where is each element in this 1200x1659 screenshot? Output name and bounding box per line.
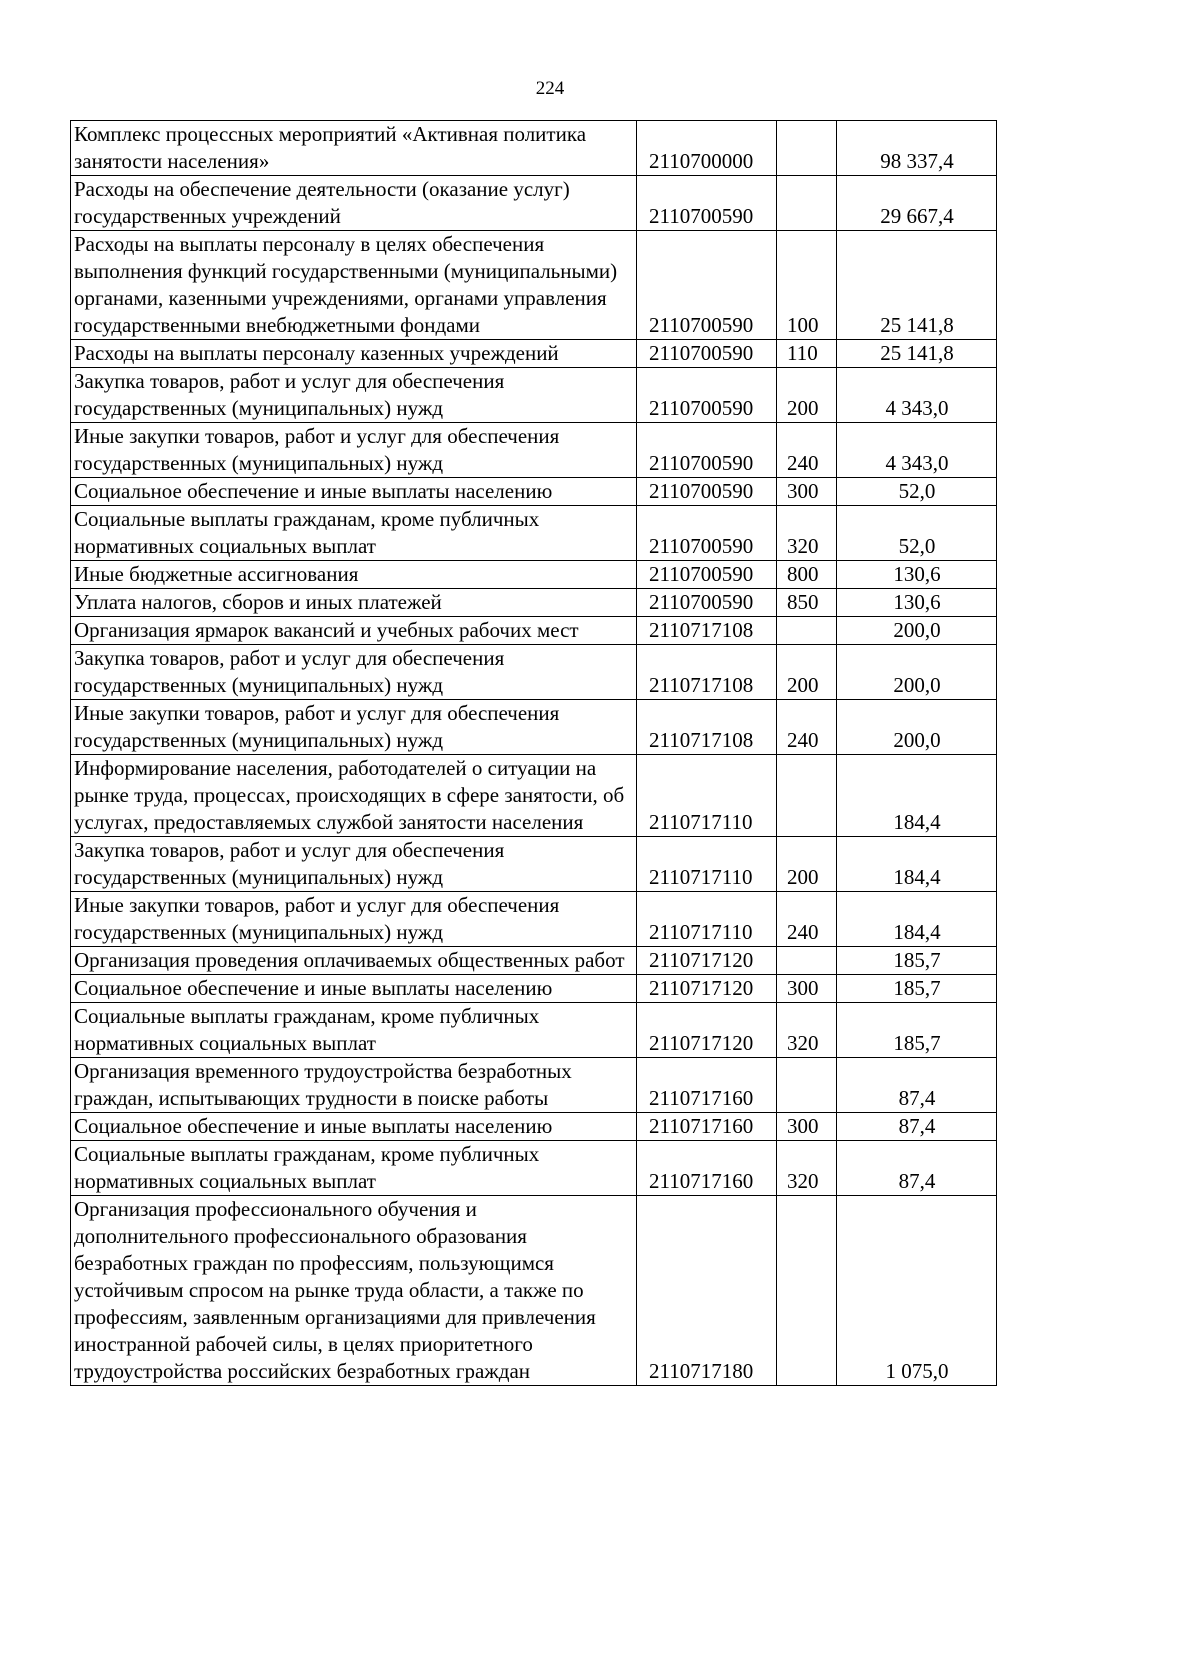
row-name-cell: Иные закупки товаров, работ и услуг для обеспечения государственных (муниципальных) нужд: [71, 892, 637, 947]
row-expense-type-cell: [777, 755, 837, 837]
row-expense-type-cell: [777, 176, 837, 231]
row-name-cell: Социальное обеспечение и иные выплаты населению: [71, 1113, 637, 1141]
row-amount-cell: 4 343,0: [837, 423, 997, 478]
table-row: [71, 231, 997, 340]
row-expense-type-cell: 850: [777, 589, 837, 617]
row-name-cell: Организация временного трудоустройства безработных граждан, испытывающих трудности в поиске работы: [71, 1058, 637, 1113]
row-name-cell: Расходы на выплаты персоналу казенных учреждений: [71, 340, 637, 368]
table-row: [71, 617, 997, 645]
row-amount-cell: 184,4: [837, 837, 997, 892]
row-name-cell: Информирование населения, работодателей о ситуации на рынке труда, процессах, происходящих в сфере занятости, об услугах, предоставляемых службой занятости населения: [71, 755, 637, 837]
table-row: [71, 340, 997, 368]
row-amount-cell: 185,7: [837, 975, 997, 1003]
row-code-cell: 2110700590: [637, 176, 777, 231]
row-name-cell: Иные бюджетные ассигнования: [71, 561, 637, 589]
row-expense-type-cell: 240: [777, 423, 837, 478]
row-name-cell: Закупка товаров, работ и услуг для обеспечения государственных (муниципальных) нужд: [71, 368, 637, 423]
row-expense-type-cell: 320: [777, 506, 837, 561]
row-expense-type-cell: [777, 1058, 837, 1113]
row-code-cell: 2110717120: [637, 1003, 777, 1058]
row-code-cell: 2110717110: [637, 755, 777, 837]
table-row: [71, 176, 997, 231]
row-amount-cell: 87,4: [837, 1141, 997, 1196]
row-name-cell: Закупка товаров, работ и услуг для обеспечения государственных (муниципальных) нужд: [71, 837, 637, 892]
row-code-cell: 2110717108: [637, 700, 777, 755]
row-name-cell: Закупка товаров, работ и услуг для обеспечения государственных (муниципальных) нужд: [71, 645, 637, 700]
row-amount-cell: 98 337,4: [837, 121, 997, 176]
row-code-cell: 2110700590: [637, 231, 777, 340]
row-name-cell: Организация профессионального обучения и дополнительного профессионального образования безработных граждан по профессиям, пользующимся устойчивым спросом на рынке труда области, а также по профессиям, заявленным организациями для привлечения иностранной рабочей силы, в целях приоритетного трудоустройства российских безработных граждан: [71, 1196, 637, 1386]
row-code-cell: 2110717160: [637, 1058, 777, 1113]
row-expense-type-cell: 320: [777, 1141, 837, 1196]
row-code-cell: 2110717108: [637, 645, 777, 700]
row-expense-type-cell: [777, 617, 837, 645]
table-row: [71, 1141, 997, 1196]
row-expense-type-cell: [777, 947, 837, 975]
row-expense-type-cell: 100: [777, 231, 837, 340]
row-code-cell: 2110700590: [637, 368, 777, 423]
row-amount-cell: 1 075,0: [837, 1196, 997, 1386]
table-row: [71, 755, 997, 837]
row-amount-cell: 87,4: [837, 1113, 997, 1141]
row-expense-type-cell: 300: [777, 975, 837, 1003]
row-expense-type-cell: 240: [777, 892, 837, 947]
row-amount-cell: 184,4: [837, 892, 997, 947]
table-row: [71, 1113, 997, 1141]
table-row: [71, 561, 997, 589]
row-code-cell: 2110717160: [637, 1141, 777, 1196]
table-body: [71, 121, 997, 1386]
row-amount-cell: 200,0: [837, 700, 997, 755]
table-row: [71, 700, 997, 755]
row-name-cell: Социальное обеспечение и иные выплаты населению: [71, 478, 637, 506]
row-expense-type-cell: [777, 1196, 837, 1386]
row-name-cell: Организация ярмарок вакансий и учебных рабочих мест: [71, 617, 637, 645]
row-code-cell: 2110717108: [637, 617, 777, 645]
row-expense-type-cell: 200: [777, 645, 837, 700]
row-expense-type-cell: 200: [777, 368, 837, 423]
table-row: [71, 368, 997, 423]
row-amount-cell: 52,0: [837, 478, 997, 506]
row-code-cell: 2110717120: [637, 975, 777, 1003]
row-code-cell: 2110717120: [637, 947, 777, 975]
budget-table: [70, 120, 997, 1386]
table-row: [71, 478, 997, 506]
page-number: 224: [535, 78, 565, 99]
row-amount-cell: 130,6: [837, 589, 997, 617]
row-name-cell: Иные закупки товаров, работ и услуг для обеспечения государственных (муниципальных) нужд: [71, 423, 637, 478]
row-code-cell: 2110717110: [637, 837, 777, 892]
row-code-cell: 2110717110: [637, 892, 777, 947]
table-row: [71, 121, 997, 176]
row-amount-cell: 130,6: [837, 561, 997, 589]
table-row: [71, 506, 997, 561]
row-name-cell: Комплекс процессных мероприятий «Активная политика занятости населения»: [71, 121, 637, 176]
row-amount-cell: 87,4: [837, 1058, 997, 1113]
row-amount-cell: 184,4: [837, 755, 997, 837]
row-name-cell: Социальные выплаты гражданам, кроме публичных нормативных социальных выплат: [71, 1141, 637, 1196]
table-row: [71, 1003, 997, 1058]
row-amount-cell: 185,7: [837, 1003, 997, 1058]
row-expense-type-cell: 320: [777, 1003, 837, 1058]
row-expense-type-cell: 200: [777, 837, 837, 892]
row-name-cell: Расходы на обеспечение деятельности (оказание услуг) государственных учреждений: [71, 176, 637, 231]
row-name-cell: Социальное обеспечение и иные выплаты населению: [71, 975, 637, 1003]
row-amount-cell: 200,0: [837, 617, 997, 645]
row-name-cell: Расходы на выплаты персоналу в целях обеспечения выполнения функций государственными (муниципальными) органами, казенными учреждениями, органами управления государственными внебюджетными фондами: [71, 231, 637, 340]
row-expense-type-cell: 800: [777, 561, 837, 589]
table-row: [71, 423, 997, 478]
table-row: [71, 1196, 997, 1386]
row-name-cell: Социальные выплаты гражданам, кроме публичных нормативных социальных выплат: [71, 1003, 637, 1058]
row-expense-type-cell: 300: [777, 1113, 837, 1141]
row-code-cell: 2110700590: [637, 561, 777, 589]
row-code-cell: 2110700000: [637, 121, 777, 176]
table-row: [71, 947, 997, 975]
row-amount-cell: 25 141,8: [837, 340, 997, 368]
row-code-cell: 2110717160: [637, 1113, 777, 1141]
table-row: [71, 892, 997, 947]
row-amount-cell: 4 343,0: [837, 368, 997, 423]
row-name-cell: Иные закупки товаров, работ и услуг для обеспечения государственных (муниципальных) нужд: [71, 700, 637, 755]
row-expense-type-cell: 110: [777, 340, 837, 368]
row-code-cell: 2110700590: [637, 478, 777, 506]
row-code-cell: 2110717180: [637, 1196, 777, 1386]
row-expense-type-cell: 240: [777, 700, 837, 755]
table-row: [71, 645, 997, 700]
row-amount-cell: 25 141,8: [837, 231, 997, 340]
row-name-cell: Организация проведения оплачиваемых общественных работ: [71, 947, 637, 975]
row-name-cell: Уплата налогов, сборов и иных платежей: [71, 589, 637, 617]
row-name-cell: Социальные выплаты гражданам, кроме публичных нормативных социальных выплат: [71, 506, 637, 561]
row-amount-cell: 52,0: [837, 506, 997, 561]
table-row: [71, 975, 997, 1003]
row-code-cell: 2110700590: [637, 423, 777, 478]
row-code-cell: 2110700590: [637, 589, 777, 617]
row-code-cell: 2110700590: [637, 506, 777, 561]
row-code-cell: 2110700590: [637, 340, 777, 368]
row-amount-cell: 185,7: [837, 947, 997, 975]
row-expense-type-cell: [777, 121, 837, 176]
table-row: [71, 589, 997, 617]
table-row: [71, 837, 997, 892]
row-amount-cell: 200,0: [837, 645, 997, 700]
row-amount-cell: 29 667,4: [837, 176, 997, 231]
table-row: [71, 1058, 997, 1113]
row-expense-type-cell: 300: [777, 478, 837, 506]
